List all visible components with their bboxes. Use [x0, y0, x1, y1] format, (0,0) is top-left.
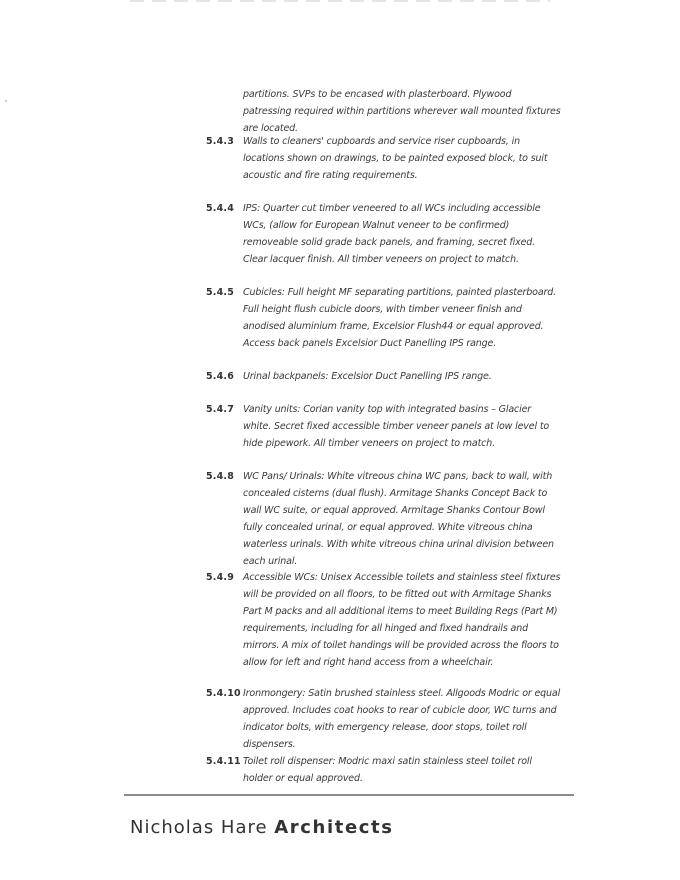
clause-text: IPS: Quarter cut timber veneered to all WCs including accessible WCs, (allow for European Walnut veneer to be confirmed) removeable solid grade back panels, and framing, secret fixed. Clear lacquer finish. All timber veneers on project to match. [243, 203, 541, 265]
clause-text: Walls to cleaners' cupboards and service riser cupboards, in locations shown on drawings, to be painted exposed block, to suit acoustic and fire rating requirements. [243, 136, 548, 181]
clause-text: WC Pans/ Urinals: White vitreous china WC pans, back to wall, with concealed cisterns (dual flush). Armitage Shanks Concept Back to wall WC suite, or equal approved. Armitage Shanks Contour Bowl fully concealed urinal, or equal approved. White vitreous china waterless urinals. With white vitreous china urinal division between each urinal. [243, 471, 554, 567]
clause-number: 5.4.4 [206, 203, 235, 214]
clause-number: 5.4.9 [206, 572, 235, 583]
clause-text: Urinal backpanels: Excelsior Duct Panelling IPS range. [243, 371, 492, 382]
brand-name: Nicholas Hare [130, 817, 275, 838]
footer-brand [130, 817, 394, 838]
clause-number: 5.4.7 [206, 404, 235, 415]
clause-text: Accessible WCs: Unisex Accessible toilets and stainless steel fixtures will be provided on all floors, to be fitted out with Armitage Shanks Part M packs and all additional items to meet Building Regs (Part M) requirements, including for all hinged and fixed handrails and mirrors. A mix of toilet handings will be provided across the floors to allow for left and right hand access from a wheelchair. [243, 572, 561, 668]
clause-number: 5.4.8 [206, 471, 235, 482]
top-edge-mark [130, 0, 550, 2]
clause-number: 5.4.6 [206, 371, 235, 382]
clause-number: 5.4.10 [206, 688, 241, 699]
clause-text: Toilet roll dispenser: Modric maxi satin stainless steel toilet roll holder or equal approved. [243, 756, 532, 784]
clause-text: partitions. SVPs to be encased with plasterboard. Plywood patressing required within partitions wherever wall mounted fixtures are located. [243, 89, 561, 134]
clause-text: Vanity units: Corian vanity top with integrated basins – Glacier white. Secret fixed accessible timber veneer panels at low level to hide pipework. All timber veneers on project to match. [243, 404, 550, 449]
margin-speck [5, 100, 7, 102]
clause-number: 5.4.5 [206, 287, 235, 298]
clause-text: Cubicles: Full height MF separating partitions, painted plasterboard. Full height flush cubicle doors, with timber veneer finish and anodised aluminium frame, Excelsior Flush44 or equal approved. Access back panels Excelsior Duct Panelling IPS range. [243, 287, 557, 349]
brand-suffix: Architects [274, 817, 394, 838]
clause-number: 5.4.3 [206, 136, 235, 147]
clause-number: 5.4.11 [206, 756, 241, 767]
clause-text: Ironmongery: Satin brushed stainless steel. Allgoods Modric or equal approved. Includes coat hooks to rear of cubicle door, WC turns and indicator bolts, with emergency release, door stops, toilet roll dispensers. [243, 688, 561, 750]
footer-divider [124, 794, 574, 796]
